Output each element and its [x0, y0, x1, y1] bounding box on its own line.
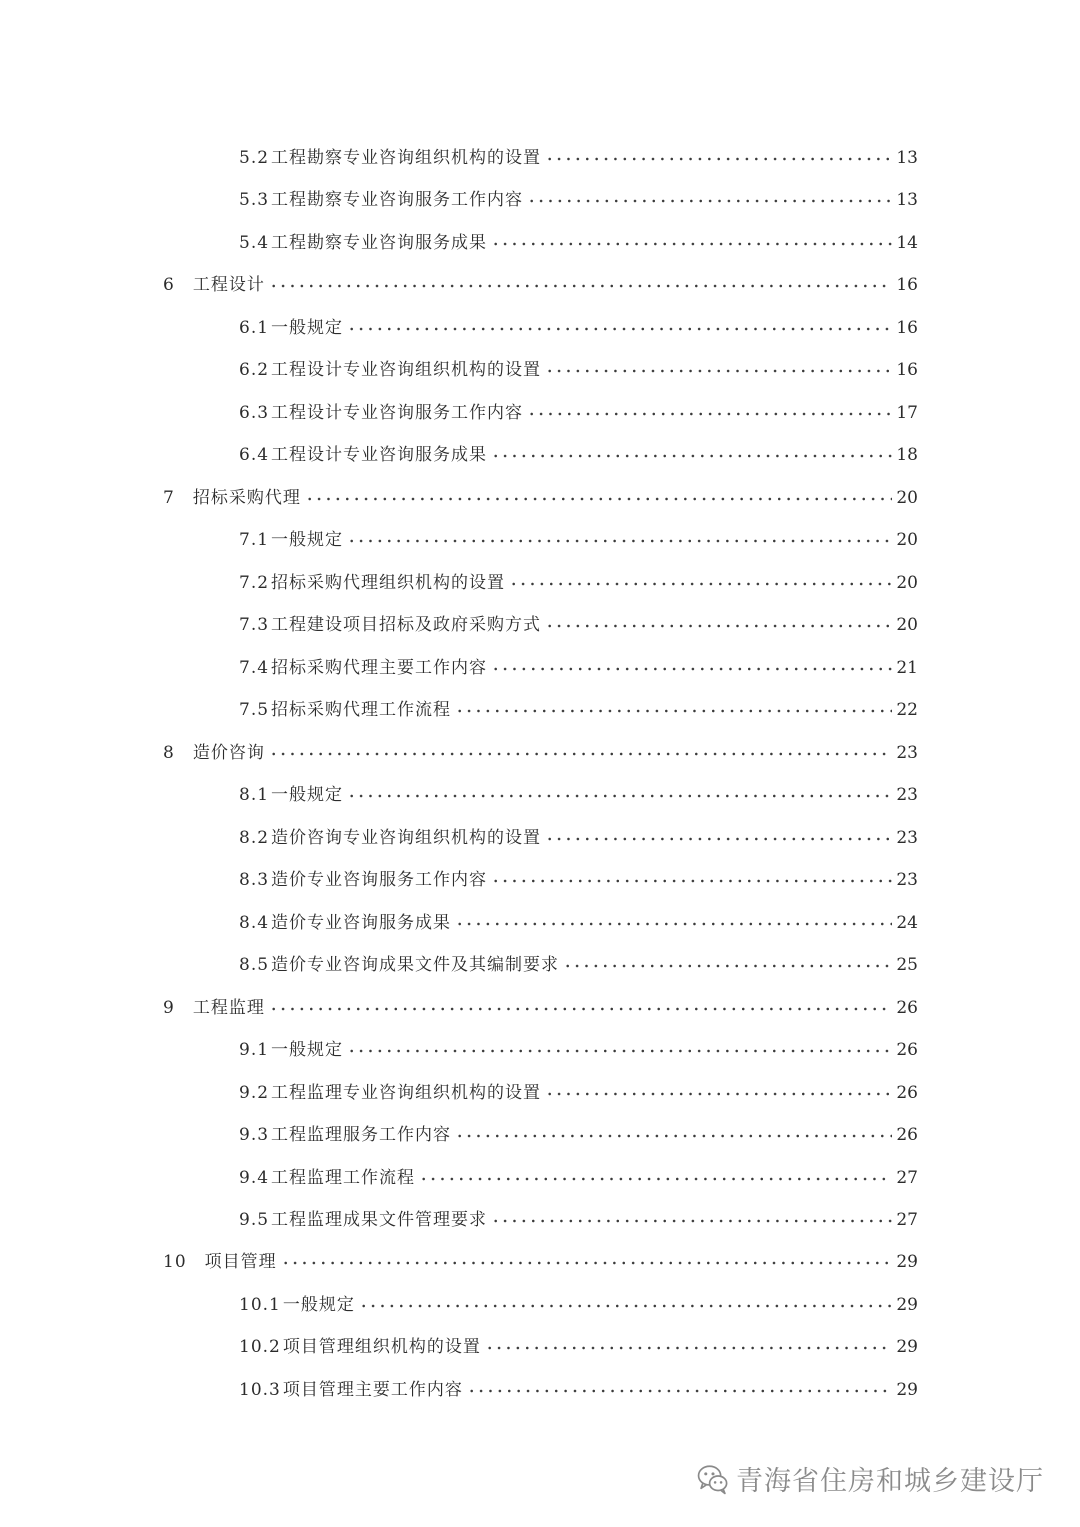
toc-page-number: 29 [896, 1380, 918, 1400]
toc-title: 招标采购代理 [192, 488, 301, 508]
toc-page-number: 26 [896, 1083, 918, 1103]
toc-number: 6 [163, 275, 175, 295]
toc-number: 6.4 [239, 445, 270, 465]
toc-number: 10.3 [239, 1380, 281, 1400]
toc-number: 9.5 [239, 1210, 270, 1230]
toc-entry[interactable] [239, 821, 918, 848]
dot-leader [527, 396, 892, 418]
toc-title: 项目管理主要工作内容 [282, 1380, 463, 1400]
toc-title: 一般规定 [271, 785, 344, 805]
toc-chapter-entry[interactable] [163, 736, 918, 763]
dot-leader [347, 1033, 892, 1055]
toc-entry[interactable] [239, 523, 918, 550]
toc-title: 工程监理 [192, 998, 265, 1018]
toc-page-number: 23 [896, 743, 918, 763]
toc-page-number: 29 [896, 1295, 918, 1315]
toc-page-number: 20 [896, 530, 918, 550]
toc-number: 8.1 [239, 785, 270, 805]
dot-leader [359, 1288, 893, 1310]
toc-page-number: 23 [896, 870, 918, 890]
toc-page-number: 26 [896, 1125, 918, 1145]
toc-entry[interactable] [239, 311, 918, 338]
toc-chapter-entry[interactable] [163, 1245, 918, 1272]
toc-chapter-entry[interactable] [163, 268, 918, 295]
dot-leader [269, 736, 893, 758]
toc-page-number: 23 [896, 785, 918, 805]
toc-title: 工程设计 [192, 275, 265, 295]
toc-number: 8.5 [239, 955, 270, 975]
toc-number: 7 [163, 488, 175, 508]
toc-entry[interactable] [239, 1161, 918, 1188]
toc-entry[interactable] [239, 1076, 918, 1103]
toc-number: 9.4 [239, 1168, 270, 1188]
toc-number: 8.2 [239, 828, 270, 848]
toc-number: 9.1 [239, 1040, 270, 1060]
toc-page-number: 13 [896, 148, 918, 168]
dot-leader [527, 183, 892, 205]
toc-page-number: 16 [896, 360, 918, 380]
toc-number: 8.4 [239, 913, 270, 933]
toc-page-number: 17 [896, 403, 918, 423]
toc-page-number: 20 [896, 573, 918, 593]
wechat-icon [696, 1462, 730, 1496]
toc-number: 6.1 [239, 318, 270, 338]
toc-number: 5.3 [239, 190, 270, 210]
dot-leader [491, 226, 892, 248]
toc-title: 一般规定 [271, 1040, 344, 1060]
toc-page-number: 25 [896, 955, 918, 975]
dot-leader [491, 863, 892, 885]
toc-number: 7.2 [239, 573, 270, 593]
toc-entry[interactable] [239, 1288, 918, 1315]
dot-leader [545, 608, 892, 630]
toc-title: 一般规定 [271, 318, 344, 338]
dot-leader [419, 1161, 892, 1183]
toc-entry[interactable] [239, 353, 918, 380]
toc-page-number: 24 [896, 913, 918, 933]
toc-number: 8.3 [239, 870, 270, 890]
dot-leader [509, 566, 892, 588]
toc-number: 10.1 [239, 1295, 281, 1315]
dot-leader [545, 1076, 892, 1098]
toc-title: 工程监理工作流程 [271, 1168, 416, 1188]
dot-leader [491, 438, 892, 460]
toc-page-number: 13 [896, 190, 918, 210]
toc-title: 一般规定 [282, 1295, 355, 1315]
toc-title: 招标采购代理主要工作内容 [271, 658, 488, 678]
toc-page-number: 14 [896, 233, 918, 253]
toc-entry[interactable] [239, 948, 918, 975]
toc-number: 5.4 [239, 233, 270, 253]
toc-entry[interactable] [239, 226, 918, 253]
toc-page-number: 29 [896, 1337, 918, 1357]
toc-page-number: 27 [896, 1168, 918, 1188]
toc-entry[interactable] [239, 906, 918, 933]
toc-title: 招标采购代理组织机构的设置 [271, 573, 506, 593]
toc-number: 7.4 [239, 658, 270, 678]
toc-page-number: 22 [896, 700, 918, 720]
toc-entry[interactable] [239, 566, 918, 593]
toc-number: 9.2 [239, 1083, 270, 1103]
dot-leader [347, 523, 892, 545]
toc-entry[interactable] [239, 1033, 918, 1060]
dot-leader [269, 268, 893, 290]
toc-title: 工程设计专业咨询服务工作内容 [271, 403, 524, 423]
toc-page-number: 27 [896, 1210, 918, 1230]
dot-leader [455, 1118, 892, 1140]
toc-number: 7.5 [239, 700, 270, 720]
toc-page-number: 26 [896, 1040, 918, 1060]
toc-title: 造价咨询 [192, 743, 265, 763]
toc-number: 5.2 [239, 148, 270, 168]
toc-title: 工程勘察专业咨询服务工作内容 [271, 190, 524, 210]
watermark-text: 青海省住房和城乡建设厅 [736, 1466, 1044, 1497]
toc-entry[interactable] [239, 778, 918, 805]
toc-entry[interactable] [239, 141, 918, 168]
toc-title: 工程建设项目招标及政府采购方式 [271, 615, 542, 635]
toc-number: 9 [163, 998, 175, 1018]
toc-entry[interactable] [239, 396, 918, 423]
toc-entry[interactable] [239, 1203, 918, 1230]
toc-entry[interactable] [239, 1330, 918, 1357]
toc-title: 工程勘察专业咨询组织机构的设置 [271, 148, 542, 168]
toc-entry[interactable] [239, 1118, 918, 1145]
toc-number: 10.2 [239, 1337, 281, 1357]
dot-leader [563, 948, 892, 970]
dot-leader [491, 651, 892, 673]
toc-entry[interactable] [239, 863, 918, 890]
toc-title: 一般规定 [271, 530, 344, 550]
dot-leader [545, 821, 892, 843]
toc-page-number: 26 [896, 998, 918, 1018]
toc-title: 造价咨询专业咨询组织机构的设置 [271, 828, 542, 848]
toc-page-number: 23 [896, 828, 918, 848]
toc-title: 工程设计专业咨询组织机构的设置 [271, 360, 542, 380]
toc-title: 项目管理组织机构的设置 [282, 1337, 481, 1357]
toc-entry[interactable] [239, 693, 918, 720]
toc-number: 6.3 [239, 403, 270, 423]
toc-number: 9.3 [239, 1125, 270, 1145]
dot-leader [347, 311, 892, 333]
toc-entry[interactable] [239, 651, 918, 678]
toc-title: 工程监理服务工作内容 [271, 1125, 452, 1145]
toc-page-number: 21 [896, 658, 918, 678]
dot-leader [455, 906, 892, 928]
toc-title: 招标采购代理工作流程 [271, 700, 452, 720]
toc-page-number: 16 [896, 318, 918, 338]
dot-leader [269, 991, 893, 1013]
dot-leader [305, 481, 893, 503]
toc-title: 造价专业咨询服务工作内容 [271, 870, 488, 890]
toc-title: 工程勘察专业咨询服务成果 [271, 233, 488, 253]
toc-page-number: 18 [896, 445, 918, 465]
toc-entry[interactable] [239, 183, 918, 210]
dot-leader [347, 778, 892, 800]
dot-leader [545, 141, 892, 163]
toc-entry[interactable] [239, 608, 918, 635]
toc-chapter-entry[interactable] [163, 481, 918, 508]
dot-leader [545, 353, 892, 375]
toc-number: 7.3 [239, 615, 270, 635]
toc-title: 工程设计专业咨询服务成果 [271, 445, 488, 465]
toc-page-number: 20 [896, 488, 918, 508]
dot-leader [485, 1330, 893, 1352]
toc-page-number: 29 [896, 1252, 918, 1272]
dot-leader [491, 1203, 892, 1225]
toc-entry[interactable] [239, 1373, 918, 1400]
toc-title: 工程监理专业咨询组织机构的设置 [271, 1083, 542, 1103]
toc-entry[interactable] [239, 438, 918, 465]
toc-page-number: 20 [896, 615, 918, 635]
toc-title: 造价专业咨询服务成果 [271, 913, 452, 933]
toc-title: 造价专业咨询成果文件及其编制要求 [271, 955, 560, 975]
toc-title: 工程监理成果文件管理要求 [271, 1210, 488, 1230]
dot-leader [455, 693, 892, 715]
toc-chapter-entry[interactable] [163, 991, 918, 1018]
dot-leader [281, 1245, 893, 1267]
toc-title: 项目管理 [204, 1252, 277, 1272]
toc-number: 7.1 [239, 530, 270, 550]
toc-number: 8 [163, 743, 175, 763]
toc-number: 10 [163, 1252, 187, 1272]
dot-leader [467, 1373, 893, 1395]
watermark [696, 1459, 1044, 1498]
toc-page-number: 16 [896, 275, 918, 295]
toc-number: 6.2 [239, 360, 270, 380]
